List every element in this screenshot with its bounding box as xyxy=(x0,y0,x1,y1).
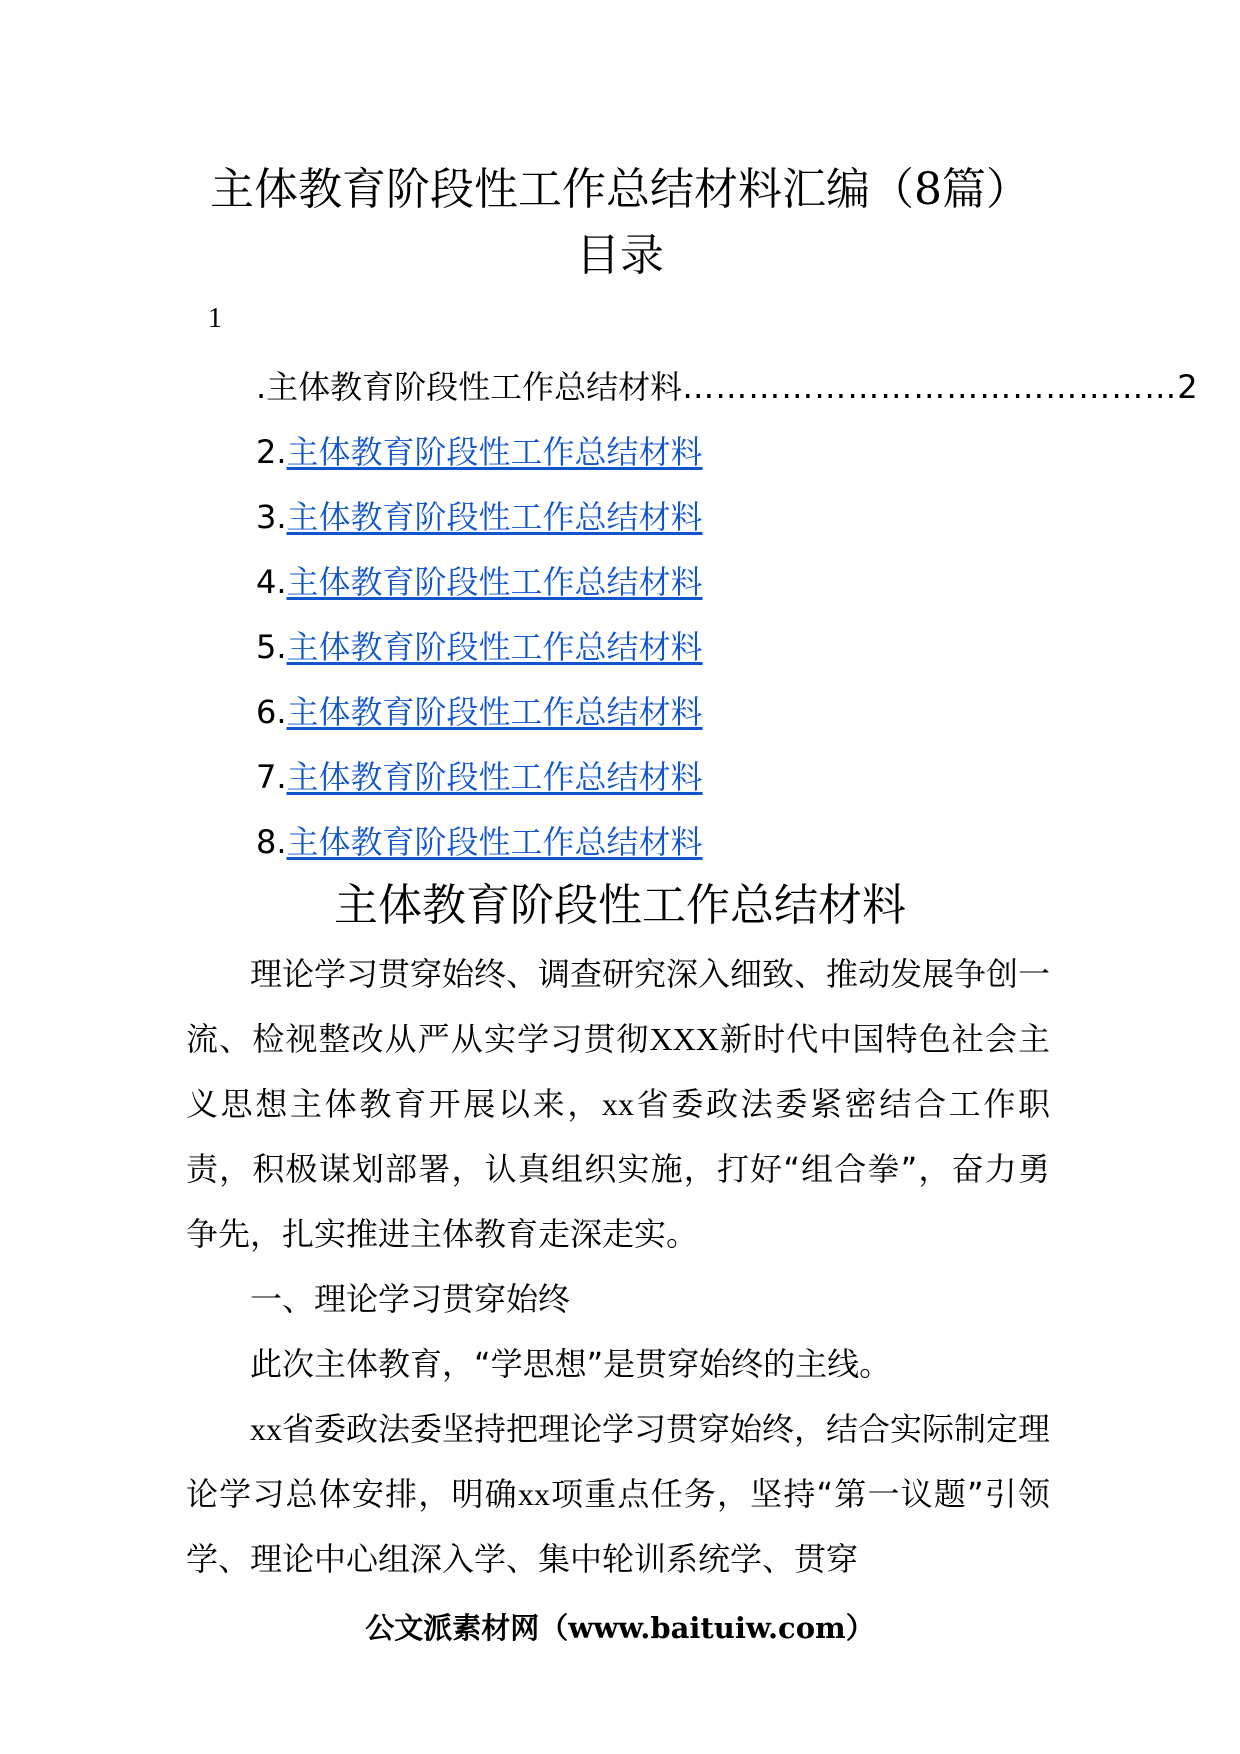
toc-link[interactable]: 主体教育阶段性工作总结材料 xyxy=(286,563,703,601)
toc-link[interactable]: 主体教育阶段性工作总结材料 xyxy=(286,433,703,471)
toc-item-number: 3. xyxy=(256,498,287,536)
toc-item-number: 4. xyxy=(256,563,287,601)
document-title-pre: 主体教育阶段性工作总结材料汇编（ xyxy=(210,164,914,215)
text-run: XXX xyxy=(649,1021,719,1057)
article-title: 主体教育阶段性工作总结材料 xyxy=(334,880,906,931)
section-heading-1: 一、理论学习贯穿始终 xyxy=(250,1280,571,1318)
toc-page-number: 2 xyxy=(1177,368,1198,406)
toc-link[interactable]: 主体教育阶段性工作总结材料 xyxy=(286,823,703,861)
toc-item-5 xyxy=(256,626,1056,691)
toc-item-number: 8. xyxy=(256,823,287,861)
footer-watermark: 公文派素材网（www.baituiw.com） xyxy=(365,1611,875,1645)
toc-item-3 xyxy=(256,496,1056,561)
toc-item-number: 5. xyxy=(256,628,287,666)
text-run: 省委政法委坚持把理论学习贯穿始终，结合实际制定理论学习总体安排，明确 xyxy=(186,1410,1051,1513)
toc-leader-dots: ……………………………………… xyxy=(682,368,1178,406)
toc-heading: 目录 xyxy=(576,230,664,281)
toc-item-1[interactable] xyxy=(256,366,1198,431)
toc-link[interactable]: 主体教育阶段性工作总结材料 xyxy=(286,498,703,536)
text-run: 理论学习贯穿始终、调查研究深入细致、推动发展争创一流、检视整改从严从实学习贯彻 xyxy=(186,955,1051,1058)
toc-item-number: 2. xyxy=(256,433,287,471)
toc-item-8 xyxy=(256,821,1056,886)
toc-item-2 xyxy=(256,431,1056,496)
article-body xyxy=(186,942,1050,1592)
toc-item-4 xyxy=(256,561,1056,626)
toc-link[interactable]: 主体教育阶段性工作总结材料 xyxy=(286,628,703,666)
table-of-contents xyxy=(256,366,1198,886)
paragraph-2: 此次主体教育，“学思想”是贯穿始终的主线。 xyxy=(250,1345,892,1383)
text-run: 新时代中国特色社会主义思想主体教育开展以来， xyxy=(186,1020,1050,1123)
toc-item-6 xyxy=(256,691,1056,756)
document-title-post: 篇） xyxy=(942,164,1030,215)
text-run: 省委政法委紧密结合工作职责，积极谋划部署，认真组织实施，打好“组合拳”，奋力勇争先，扎实推进主体教育走深走实。 xyxy=(186,1085,1050,1253)
text-run: xx xyxy=(517,1476,550,1512)
paragraph-3 xyxy=(186,1397,1050,1592)
text-run: 项重点任务，坚持“第一议题”引领学、理论中心组深入学、集中轮训系统学、贯穿 xyxy=(186,1475,1050,1578)
document-title-count: 8 xyxy=(914,164,942,215)
toc-item-7 xyxy=(256,756,1056,821)
paragraph-intro xyxy=(186,942,1050,1267)
text-run: xx xyxy=(250,1411,282,1447)
toc-item-number: 6. xyxy=(256,693,287,731)
toc-link[interactable]: 主体教育阶段性工作总结材料 xyxy=(286,758,703,796)
document-title xyxy=(180,162,1060,218)
toc-link[interactable]: 主体教育阶段性工作总结材料 xyxy=(286,693,703,731)
toc-item-number: 7. xyxy=(256,758,287,796)
text-run: xx xyxy=(602,1086,634,1122)
stray-number: 1 xyxy=(208,303,222,334)
toc-item-label: .主体教育阶段性工作总结材料 xyxy=(256,368,683,406)
